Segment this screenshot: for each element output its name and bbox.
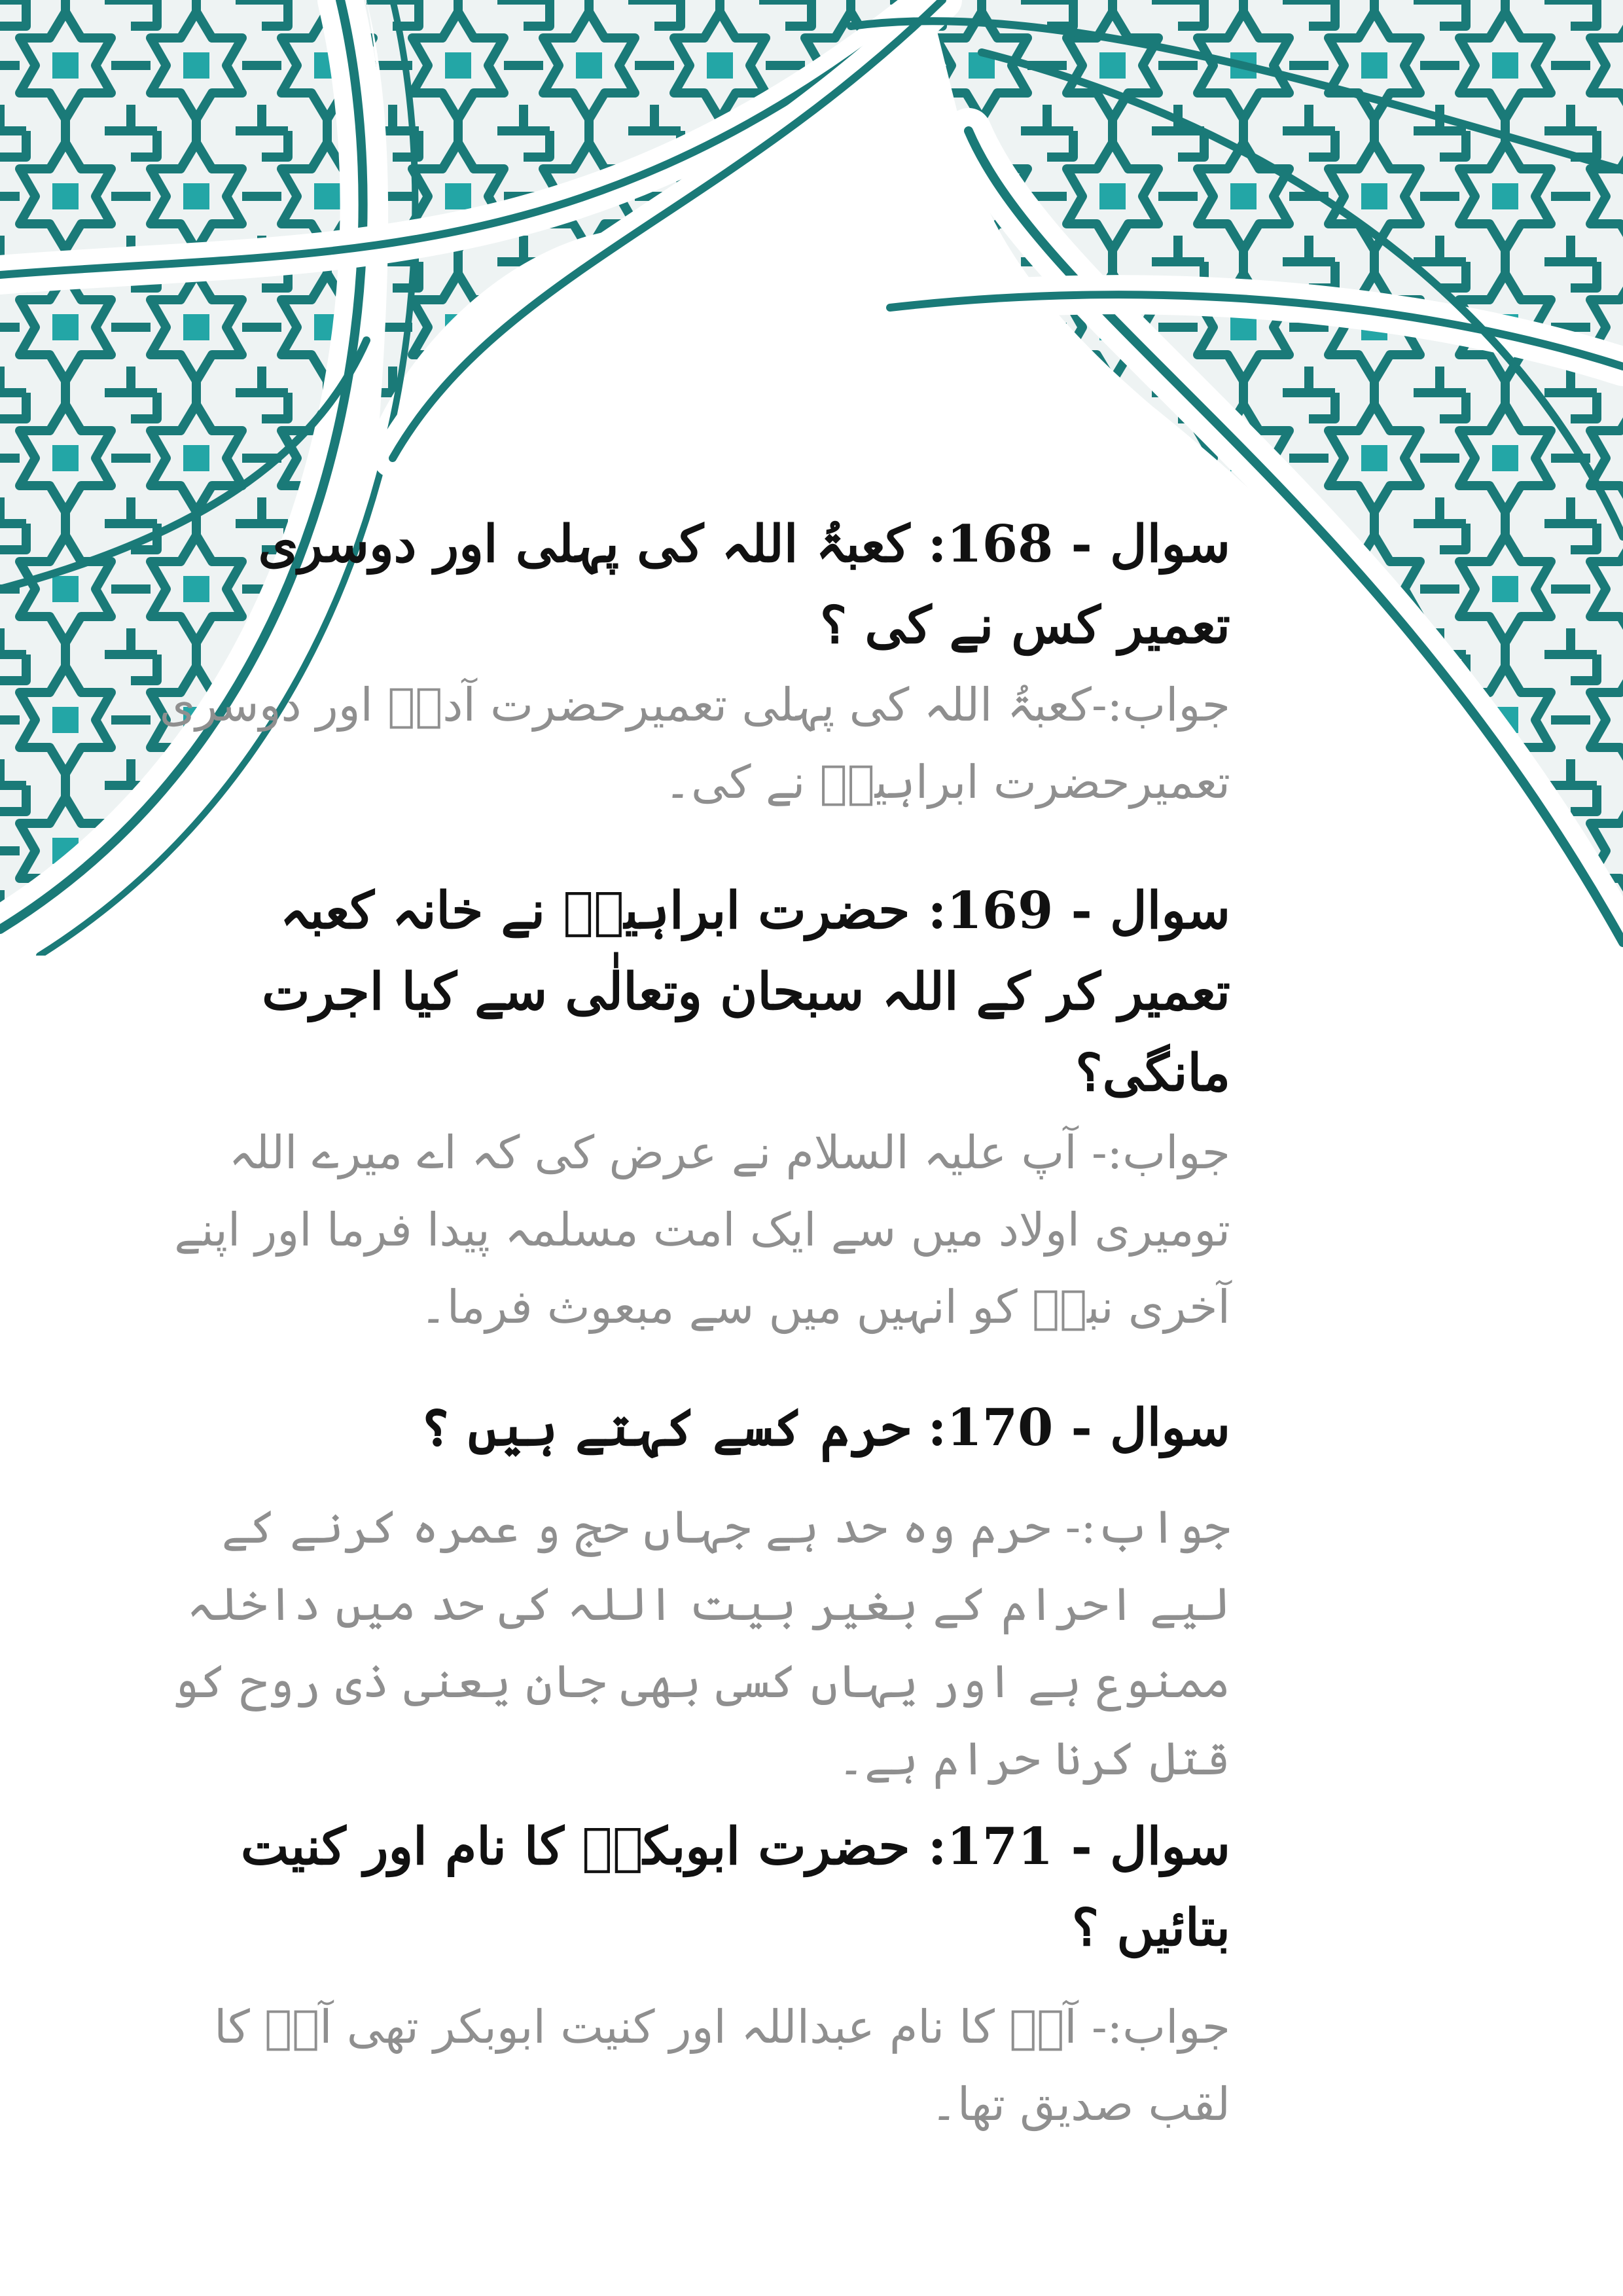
question-168: سوال - 168: کعبۃُ اللہ کی پہلی اور دوسری تعمیر کس نے کی ؟ — [258, 514, 1230, 655]
question-171: سوال - 171: حضرت ابوبکرؓ کا نام اور کنیت بتائیں ؟ — [240, 1817, 1230, 1958]
qa-item-170 — [131, 1388, 1230, 1797]
question-170: سوال - 170: حرم کسے کہتے ہیں ؟ — [420, 1398, 1230, 1458]
qa-item-168 — [157, 504, 1230, 821]
question-169: سوال - 169: حضرت ابراہیمؑ نے خانہ کعبہ تعمیر کر کے اللہ سبحان وتعالٰی سے کیا اجرت مانگی؟ — [262, 881, 1230, 1103]
answer-169: جواب:- آپ علیہ السلام نے عرض کی کہ اے میرے اللہ تومیری اولاد میں سے ایک امت مسلمہ پیدا فرما اور اپنے آخری نبیؐ کو انہیں میں سے مبعوث فرما۔ — [174, 1126, 1230, 1334]
qa-item-171 — [144, 1806, 1230, 2143]
answer-168: جواب:-کعبۃُ اللہ کی پہلی تعمیرحضرت آدمؑ اور دوسری تعمیرحضرت ابراہیمؑ نے کی۔ — [159, 678, 1230, 809]
answer-171: جواب:- آپؓ کا نام عبداللہ اور کنیت ابوبکر تھی آپؓ کا لقب صدیق تھا۔ — [214, 2000, 1230, 2131]
answer-170: جواب:- حرم وہ حد ہے جہاں حج و عمرہ کرنے کے لیے احرام کے بغیر بیت اللہ کی حد میں داخلہ ممنوع ہے اور یہاں کسی بھی جان یعنی ذی روح کو قتل کرنا حرام ہے۔ — [171, 1500, 1230, 1785]
qa-item-169 — [151, 870, 1230, 1346]
